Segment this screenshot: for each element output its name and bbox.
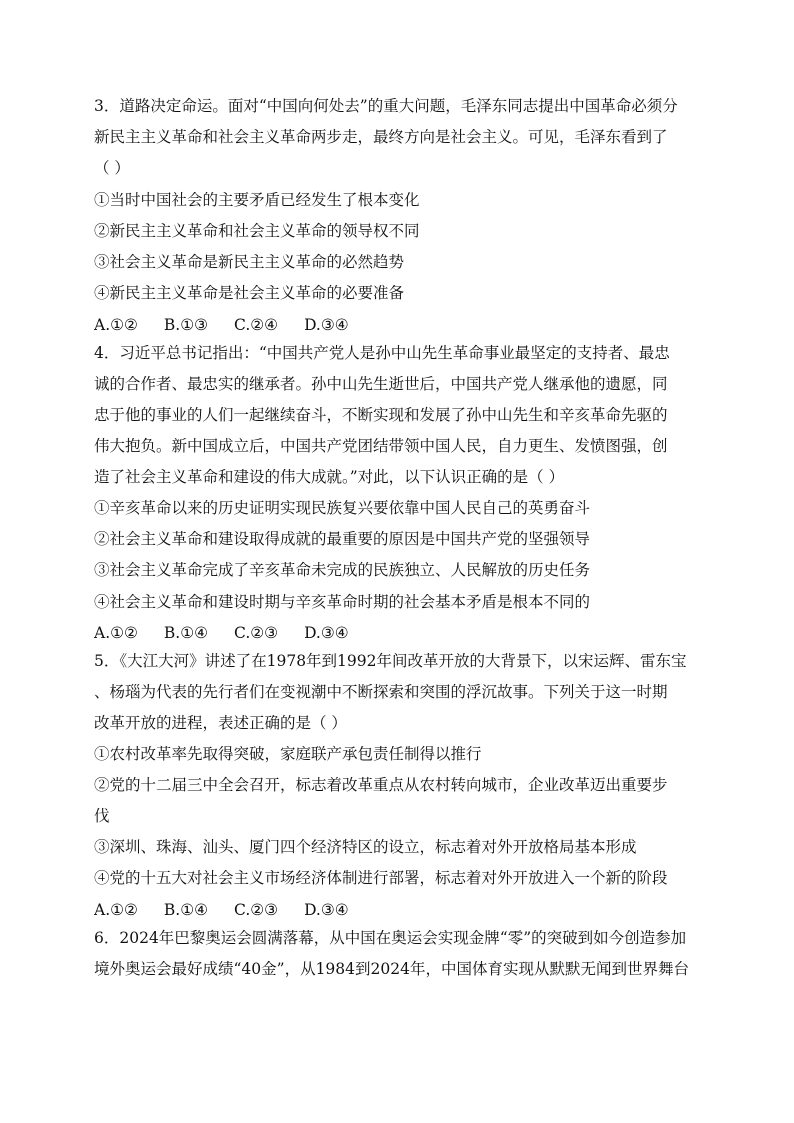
q5-item-4: ④党的十五大对社会主义市场经济体制进行部署，标志着对外开放进入一个新的阶段 xyxy=(94,869,668,887)
q3-stem-line-3: （ ） xyxy=(94,159,130,177)
q5-option-b[interactable]: B.①④ xyxy=(163,901,209,919)
q6-stem-line-1: 6．2024年巴黎奥运会圆满落幕，从中国在奥运会实现金牌“零”的突破到如今创造参加 xyxy=(94,929,687,947)
q3-item-1: ①当时中国社会的主要矛盾已经发生了根本变化 xyxy=(94,191,420,209)
q5-options xyxy=(94,900,704,920)
q4-item-4: ④社会主义革命和建设时期与辛亥革命时期的社会基本矛盾是根本不同的 xyxy=(94,593,591,611)
q3-options xyxy=(94,315,704,335)
q4-item-1: ①辛亥革命以来的历史证明实现民族复兴要依靠中国人民自己的英勇奋斗 xyxy=(94,499,591,517)
q4-option-b[interactable]: B.①④ xyxy=(163,624,209,642)
q4-option-a[interactable]: A.①② xyxy=(94,624,138,642)
q3-stem-line-1: 3．道路决定命运。面对“中国向何处去”的重大问题，毛泽东同志提出中国革命必须分 xyxy=(94,97,678,115)
q3-option-c[interactable]: C.②④ xyxy=(234,316,279,334)
q3-option-d[interactable]: D.③④ xyxy=(304,316,349,334)
q3-item-2: ②新民主主义革命和社会主义革命的领导权不同 xyxy=(94,222,420,240)
q5-item-2-cont: 伐 xyxy=(94,807,110,825)
q4-item-2: ②社会主义革命和建设取得成就的最重要的原因是中国共产党的坚强领导 xyxy=(94,530,591,548)
q5-item-3: ③深圳、珠海、汕头、厦门四个经济特区的设立，标志着对外开放格局基本形成 xyxy=(94,838,637,856)
q4-stem-line-2: 诚的合作者、最忠实的继承者。孙中山先生逝世后，中国共产党人继承他的遗愿，同 xyxy=(94,375,668,393)
q5-option-a[interactable]: A.①② xyxy=(94,901,138,919)
q3-stem-line-2: 新民主主义革命和社会主义革命两步走，最终方向是社会主义。可见，毛泽东看到了 xyxy=(94,128,668,146)
q4-stem-line-3: 忠于他的事业的人们一起继续奋斗，不断实现和发展了孙中山先生和辛亥革命先驱的 xyxy=(94,406,668,424)
q5-stem-line-2: 、杨瑙为代表的先行者们在变视潮中不断探索和突围的浮沉故事。下列关于这一时期 xyxy=(94,683,668,701)
q4-item-3: ③社会主义革命完成了辛亥革命未完成的民族独立、人民解放的历史任务 xyxy=(94,561,591,579)
q4-stem-line-1: 4．习近平总书记指出：“中国共产党人是孙中山先生革命事业最坚定的支持者、最忠 xyxy=(94,344,670,362)
q5-stem-line-1: 5．《大江大河》讲述了在1978年到1992年间改革开放的大背景下，以宋运辉、雷东宝 xyxy=(94,652,687,670)
q6-stem-line-2: 境外奥运会最好成绩“40金”，从1984到2024年，中国体育实现从默默无闻到世界舞台 xyxy=(94,960,689,978)
q4-options xyxy=(94,623,704,643)
q3-option-b[interactable]: B.①③ xyxy=(163,316,209,334)
q4-stem-line-5: 造了社会主义革命和建设的伟大成就。”对此，以下认识正确的是（ ） xyxy=(94,468,565,486)
q3-item-4: ④新民主主义革命是社会主义革命的必要准备 xyxy=(94,284,405,302)
q3-option-a[interactable]: A.①② xyxy=(94,316,138,334)
q4-option-d[interactable]: D.③④ xyxy=(304,624,349,642)
q5-option-d[interactable]: D.③④ xyxy=(304,901,349,919)
q4-option-c[interactable]: C.②③ xyxy=(234,624,279,642)
q3-item-3: ③社会主义革命是新民主主义革命的必然趋势 xyxy=(94,253,405,271)
q5-item-1: ①农村改革率先取得突破，家庭联产承包责任制得以推行 xyxy=(94,745,482,763)
q5-item-2: ②党的十二届三中全会召开，标志着改革重点从农村转向城市，企业改革迈出重要步 xyxy=(94,776,668,794)
q4-stem-line-4: 伟大抱负。新中国成立后，中国共产党团结带领中国人民，自力更生、发愤图强，创 xyxy=(94,437,668,455)
q5-option-c[interactable]: C.②③ xyxy=(234,901,279,919)
q5-stem-line-3: 改革开放的进程，表述正确的是（ ） xyxy=(94,714,347,732)
